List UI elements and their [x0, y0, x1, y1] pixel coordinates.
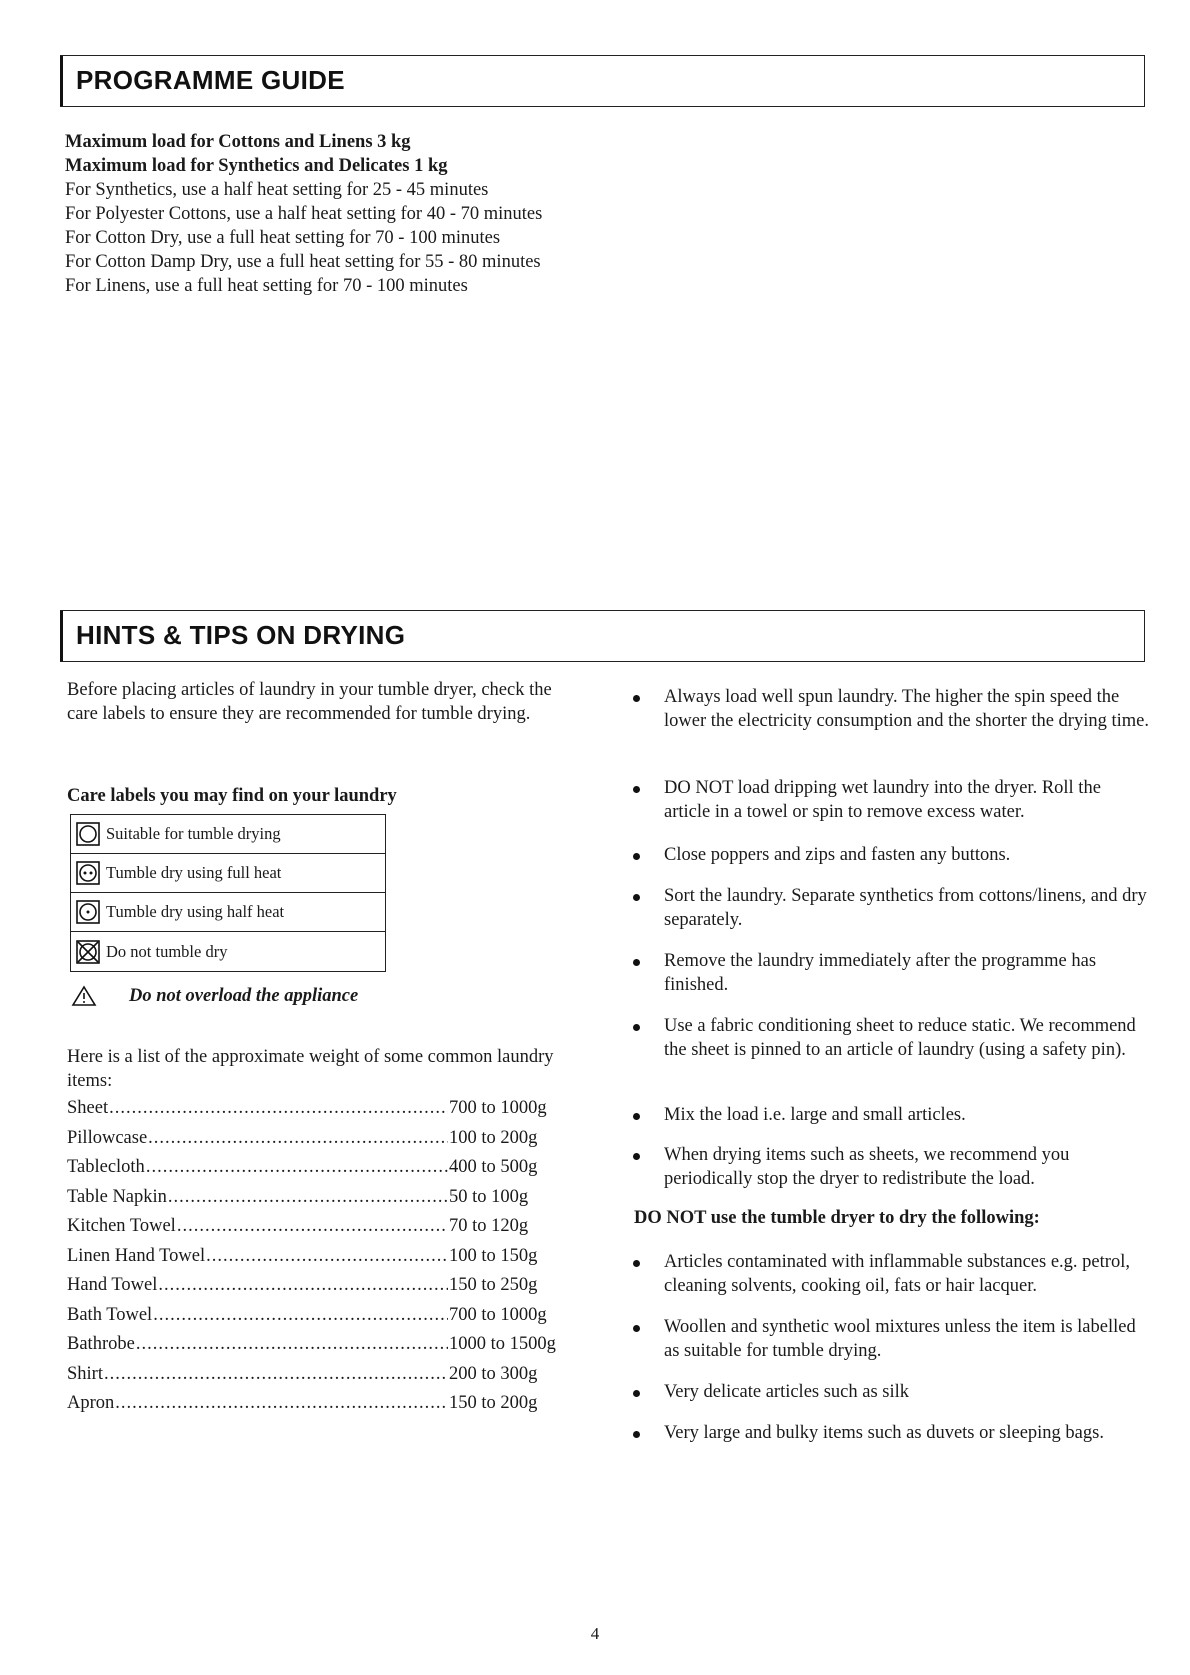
weight-value: 200 to 300g: [449, 1363, 538, 1384]
weight-item: Pillowcase: [67, 1127, 148, 1148]
dot-leader: [206, 1246, 448, 1267]
care-label-text: Do not tumble dry: [106, 941, 228, 961]
header-accent-bar: [60, 611, 63, 661]
weight-value: 100 to 200g: [449, 1127, 538, 1148]
programme-guide-body: [65, 130, 685, 298]
weight-row: [67, 1157, 567, 1187]
weight-row: [67, 1128, 567, 1158]
tip-item: DO NOT load dripping wet laundry into the dryer. Roll the article in a towel or spin to remove excess water.: [630, 776, 1150, 824]
weight-item: Bath Towel: [67, 1304, 153, 1325]
weight-row: [67, 1334, 567, 1364]
dot-leader: [109, 1098, 448, 1119]
weight-row: [67, 1187, 567, 1217]
tip-item: Remove the laundry immediately after the programme has finished.: [630, 949, 1150, 997]
weight-item: Tablecloth: [67, 1157, 145, 1177]
care-label-row: [71, 815, 385, 854]
weight-row: [67, 1098, 567, 1128]
hints-header: [60, 610, 1145, 662]
dot-leader: [177, 1216, 448, 1237]
weight-item: Sheet: [67, 1098, 109, 1118]
weight-value: 150 to 250g: [449, 1275, 538, 1295]
programme-line: For Cotton Dry, use a full heat setting for 70 - 100 minutes: [65, 228, 501, 248]
programme-guide-header: [60, 55, 1145, 107]
page-number: 4: [590, 1624, 600, 1643]
weight-value: 400 to 500g: [449, 1157, 538, 1177]
max-load-synthetics: Maximum load for Synthetics and Delicates 1 kg: [65, 156, 448, 176]
dot-leader: [153, 1305, 448, 1326]
weight-item: Linen Hand Towel: [67, 1245, 206, 1266]
dot-leader: [148, 1128, 448, 1149]
care-label-text: Tumble dry using full heat: [106, 863, 282, 882]
do-not-heading: DO NOT use the tumble dryer to dry the following:: [634, 1208, 1040, 1228]
dot-leader: [104, 1364, 448, 1385]
hints-intro: Before placing articles of laundry in your tumble dryer, check the care labels to ensure they are recommended for tumble drying.: [67, 680, 552, 724]
care-labels-table: [70, 814, 386, 972]
weight-value: 50 to 100g: [449, 1186, 529, 1207]
weights-intro: Here is a list of the approximate weight of some common laundry items:: [67, 1047, 554, 1091]
dot-leader: [115, 1393, 448, 1414]
tip-item: Use a fabric conditioning sheet to reduce static. We recommend the sheet is pinned to an article of laundry (using a safety pin).: [630, 1014, 1150, 1062]
hints-intro-block: [67, 678, 587, 726]
programme-line: For Linens, use a full heat setting for 70 - 100 minutes: [65, 276, 468, 296]
weight-row: [67, 1246, 567, 1276]
weight-row: [67, 1305, 567, 1335]
max-load-cottons: Maximum load for Cottons and Linens 3 kg: [65, 132, 411, 152]
weight-row: [67, 1275, 567, 1305]
weight-value: 150 to 200g: [449, 1393, 538, 1413]
dot-leader: [158, 1275, 448, 1296]
do-not-tumble-dry-icon: [76, 940, 100, 964]
care-label-row: [71, 893, 385, 932]
weight-item: Hand Towel: [67, 1275, 158, 1295]
overload-warning: [71, 985, 358, 1007]
weight-row: [67, 1364, 567, 1394]
weight-row: [67, 1393, 567, 1423]
warning-text: Do not overload the appliance: [129, 985, 359, 1006]
do-not-item: Woollen and synthetic wool mixtures unless the item is labelled as suitable for tumble drying.: [630, 1315, 1150, 1363]
tumble-dry-full-heat-icon: [76, 861, 100, 885]
do-not-item: Very delicate articles such as silk: [630, 1380, 1150, 1404]
weight-value: 70 to 120g: [449, 1216, 529, 1236]
weights-list: [67, 1098, 567, 1423]
programme-line: For Cotton Damp Dry, use a full heat setting for 55 - 80 minutes: [65, 252, 541, 272]
hints-title: HINTS & TIPS ON DRYING: [76, 620, 406, 650]
dot-leader: [146, 1157, 448, 1178]
programme-line: For Synthetics, use a half heat setting for 25 - 45 minutes: [65, 180, 489, 200]
weight-item: Bathrobe: [67, 1334, 135, 1354]
care-labels-heading: Care labels you may find on your laundry: [67, 786, 397, 806]
weight-value: 1000 to 1500g: [449, 1334, 556, 1354]
care-label-row: [71, 854, 385, 893]
warning-triangle-icon: [71, 985, 97, 1007]
weight-value: 100 to 150g: [449, 1245, 538, 1266]
tumble-dry-half-heat-icon: [76, 900, 100, 924]
tip-item: Sort the laundry. Separate synthetics from cottons/linens, and dry separately.: [630, 884, 1150, 932]
weight-item: Apron: [67, 1393, 115, 1413]
tip-item: When drying items such as sheets, we recommend you periodically stop the dryer to redistribute the load.: [630, 1143, 1150, 1191]
dot-leader: [168, 1187, 448, 1208]
care-label-text: Suitable for tumble drying: [106, 824, 281, 843]
do-not-item: Articles contaminated with inflammable substances e.g. petrol, cleaning solvents, cooking oil, fats or hair lacquer.: [630, 1250, 1150, 1298]
programme-line: For Polyester Cottons, use a half heat setting for 40 - 70 minutes: [65, 204, 543, 224]
care-label-text: Tumble dry using half heat: [106, 902, 285, 921]
dot-leader: [136, 1334, 448, 1355]
tip-item: Always load well spun laundry. The higher the spin speed the lower the electricity consumption and the shorter the drying time.: [630, 685, 1150, 733]
tumble-dry-icon: [76, 822, 100, 846]
weight-value: 700 to 1000g: [449, 1098, 547, 1118]
do-not-item: Very large and bulky items such as duvets or sleeping bags.: [630, 1421, 1150, 1445]
weight-value: 700 to 1000g: [449, 1304, 547, 1325]
tip-item: Mix the load i.e. large and small articles.: [630, 1103, 1150, 1127]
header-accent-bar: [60, 56, 63, 106]
weight-item: Table Napkin: [67, 1186, 167, 1207]
weight-item: Kitchen Towel: [67, 1216, 176, 1236]
care-label-row: [71, 932, 385, 971]
weight-item: Shirt: [67, 1363, 103, 1384]
programme-guide-title: PROGRAMME GUIDE: [76, 65, 345, 95]
weight-row: [67, 1216, 567, 1246]
tip-item: Close poppers and zips and fasten any buttons.: [630, 843, 1150, 867]
